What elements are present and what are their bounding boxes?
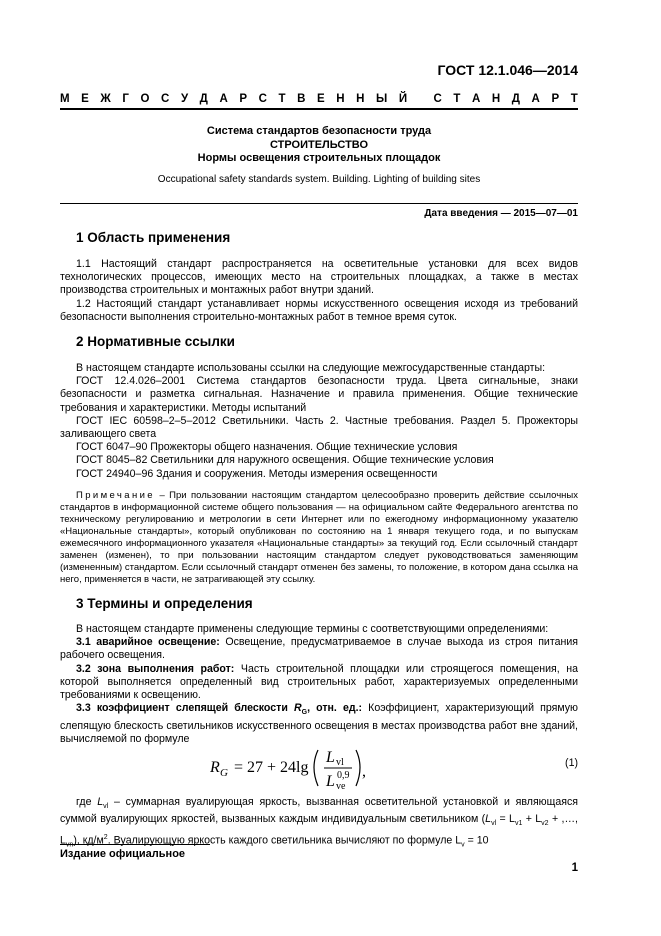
official-edition-label: Издание официальное	[60, 848, 186, 860]
interstate-standard-banner	[60, 93, 578, 105]
svg-text:G: G	[220, 767, 228, 779]
banner-letter: В	[297, 93, 306, 105]
banner-letter: О	[140, 93, 150, 105]
banner-letter: Т	[570, 93, 578, 105]
banner-letter: Е	[316, 93, 325, 105]
term-name: 3.1 аварийное освещение:	[76, 636, 220, 649]
title-series: Система стандартов безопасности труда	[206, 125, 432, 137]
banner-letter: Н	[336, 93, 345, 105]
reference-item: ГОСТ 24940–96 Здания и сооружения. Методы измерения освещенности	[76, 467, 438, 480]
paragraph-1-2: 1.2 Настоящий стандарт устанавливает нормы искусственного освещения исходя из требований безопасности выполнения строительно-монтажных работ в темное время суток.	[60, 297, 578, 323]
reference-item: ГОСТ IEC 60598–2–5–2012 Светильники. Часть 2. Частные требования. Раздел 5. Прожекторы заливающего света	[60, 414, 578, 441]
term-3-2	[60, 663, 578, 703]
term-3-1	[60, 636, 578, 662]
title-rule	[60, 203, 578, 204]
banner-letter: Т	[453, 93, 461, 105]
term-name: 3.2 зона выполнения работ:	[76, 662, 235, 675]
section-2-note	[60, 490, 578, 586]
banner-letter	[419, 93, 422, 105]
banner-letter: Н	[491, 93, 501, 105]
formula-rg-glare	[210, 742, 540, 792]
svg-text:R: R	[210, 759, 220, 776]
terms-intro: В настоящем стандарте применены следующие термины с соответствующими определениями:	[76, 623, 549, 635]
introduction-date: Дата введения — 2015—07—01	[424, 208, 578, 219]
where-clause: где $L_{vl}$ – суммарная вуалирующая яркость, вызванная осветительной установкой и являющаяся суммой вуалирующих яркостей, вызванных каждым индивидуальным светильником ($L_{vl} = L_{v1} + L_{v2}$ + ,…, $L_{vn}$), $кд/м^2$. Вуалирующую яркость каждого светильника вычисляют по формуле $L_v = 10$	[60, 796, 579, 849]
section-1-heading: 1 Область применения	[76, 230, 231, 245]
title-block	[60, 125, 578, 166]
title-english: Occupational safety standards system. Building. Lighting of building sites	[157, 174, 481, 185]
footer-rule	[60, 844, 210, 845]
banner-letter: Д	[199, 93, 208, 105]
banner-letter: Д	[511, 93, 520, 105]
svg-text:L: L	[326, 749, 335, 766]
banner-letter: М	[60, 93, 70, 105]
section-1-body	[60, 258, 578, 324]
section-2-heading: 2 Нормативные ссылки	[76, 334, 235, 349]
reference-item: ГОСТ 8045–82 Светильники для наружного освещения. Общие технические условия	[76, 454, 494, 467]
banner-letter: Й	[398, 93, 408, 105]
banner-letter: Р	[551, 93, 560, 105]
banner-letter: Т	[278, 93, 286, 105]
section-2-body	[60, 362, 578, 481]
svg-text:,: ,	[362, 763, 366, 780]
note-label: Примечание	[76, 490, 155, 501]
banner-letter: С	[258, 93, 267, 105]
section-3-body	[60, 623, 578, 746]
svg-text:ve: ve	[336, 781, 346, 792]
svg-text:L: L	[326, 773, 335, 790]
title-sub: Нормы освещения строительных площадок	[197, 152, 441, 164]
note-text: – При пользовании настоящим стандартом целесообразно проверить действие ссылочных стандартов в информационной системе общего пользования — на официальном сайте Федерального агентства по техническому регулированию и метрологии в сети Интернет или по ежегодному информационному указателю «Национальные стандарты», который опубликован по состоянию на 1 января текущего года, и по выпускам ежемесячного информационного указателя «Национальные стандарты» за текущий год. Если ссылочный стандарт заменен (изменен), то при пользовании настоящим стандартом следует руководствоваться заменяющим (измененным) стандартом. Если ссылочный стандарт отменен без замены, то положение, в котором дана ссылка на него, применяется в части, не затрагивающей эту ссылку.	[60, 490, 578, 585]
banner-letter: Н	[356, 93, 365, 105]
section-3-heading: 3 Термины и определения	[76, 596, 253, 611]
header-rule	[60, 108, 578, 110]
reference-item: ГОСТ 12.4.026–2001 Система стандартов безопасности труда. Цвета сигнальные, знаки безопасности и разметка сигнальная. Назначение и правила применения. Общие технические требования и характеристики. Методы испытаний	[60, 375, 578, 414]
svg-text:vl: vl	[336, 757, 344, 768]
banner-letter: Р	[239, 93, 248, 105]
banner-letter: А	[531, 93, 540, 105]
term-definition: Часть строительной площадки или строящегося помещения, на которой выполняется определенный вид строительных работ, характеризуемых определенными требованиями к освещению.	[60, 662, 578, 702]
banner-letter: С	[433, 93, 442, 105]
term-3-3	[60, 702, 578, 746]
banner-letter: Г	[122, 93, 129, 105]
svg-text:0,9: 0,9	[337, 770, 350, 781]
banner-letter: А	[471, 93, 481, 105]
document-id: ГОСТ 12.1.046—2014	[437, 62, 578, 78]
reference-item: ГОСТ 6047–90 Прожекторы общего назначения. Общие технические условия	[76, 441, 458, 454]
page-number: 1	[571, 862, 578, 874]
banner-letter: Е	[81, 93, 89, 105]
formula-1	[60, 742, 578, 790]
banner-letter: А	[219, 93, 228, 105]
formula-number: (1)	[565, 757, 578, 769]
term-definition: Коэффициент, характеризующий прямую слепящую блескость светильников искусственного освещения в местах производства работ вне зданий, вычисляемой по формуле	[60, 702, 578, 745]
term-definition: Освещение, предусматриваемое в случае выхода из строя питания рабочего освещения.	[60, 636, 578, 662]
title-main: СТРОИТЕЛЬСТВО	[269, 138, 369, 151]
banner-letter: У	[180, 93, 189, 105]
paragraph-1-1: 1.1 Настоящий стандарт распространяется на осветительные установки для всех видов технологических процессов, имеющих место на строительных площадках, а также в местах производства строительных и монтажных работ внутри зданий.	[60, 258, 578, 297]
references-intro: В настоящем стандарте использованы ссылки на следующие межгосударственные стандарты:	[76, 362, 546, 374]
banner-letter: Ы	[376, 93, 388, 105]
svg-text:= 27 + 24lg: = 27 + 24lg	[234, 759, 309, 776]
banner-letter: Ж	[100, 93, 111, 105]
term-name: 3.3 коэффициент слепящей блескости $R_G$, отн. ед.:	[76, 702, 363, 717]
banner-letter: С	[161, 93, 170, 105]
